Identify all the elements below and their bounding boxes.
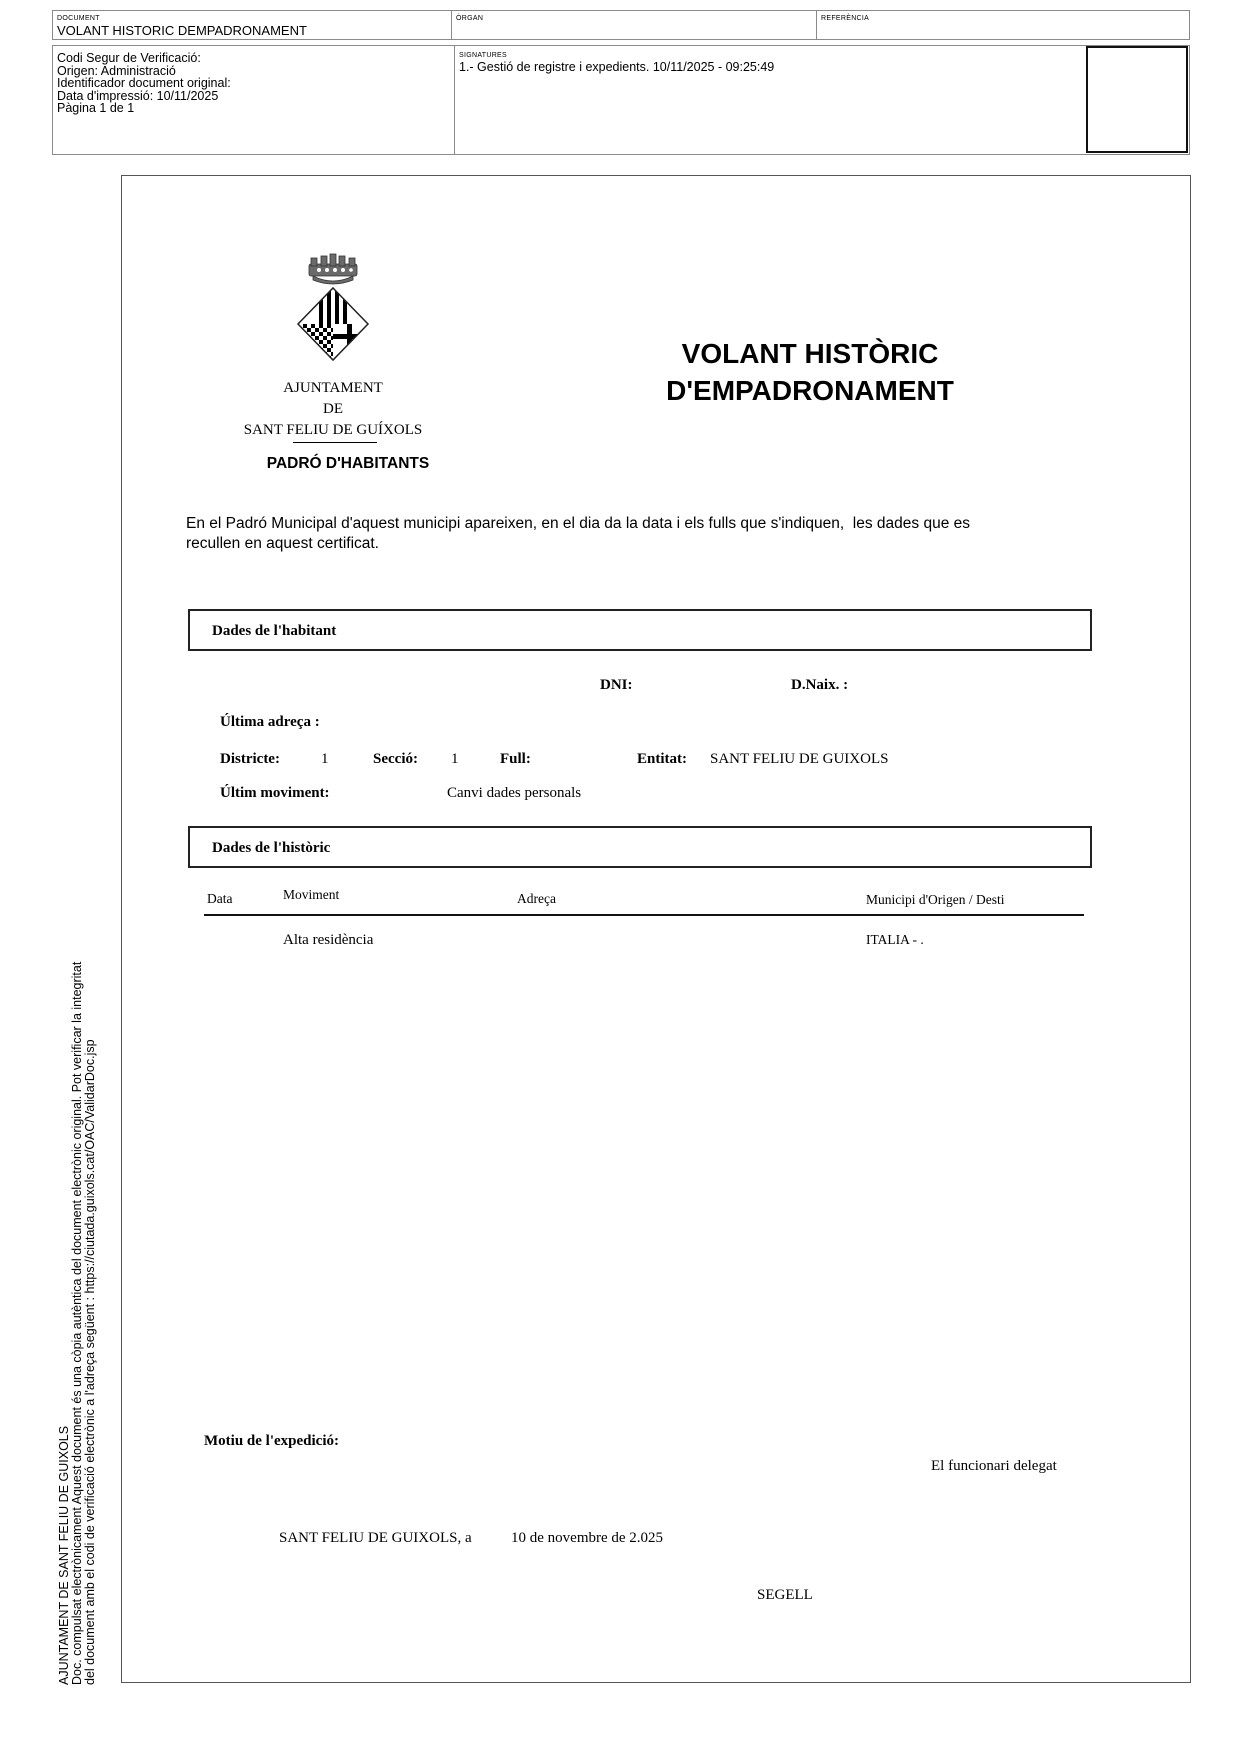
lloc-text: SANT FELIU DE GUIXOLS, a bbox=[279, 1530, 472, 1546]
qr-code-placeholder bbox=[1086, 46, 1188, 153]
funcionari-label: El funcionari delegat bbox=[931, 1458, 1057, 1474]
column-header-data: Data bbox=[207, 891, 233, 906]
organ-label: ÒRGAN bbox=[456, 15, 484, 22]
column-header-adreca: Adreça bbox=[517, 891, 556, 906]
department-name: PADRÓ D'HABITANTS bbox=[266, 455, 430, 472]
sidebar-line-3: del document amb el codi de verificació electrònic a l'adreça següent : https://ciutada.guixols.cat/OAC/ValidarDoc.jsp bbox=[83, 1039, 97, 1685]
column-header-moviment: Moviment bbox=[283, 887, 340, 902]
historic-section-title: Dades de l'històric bbox=[212, 840, 331, 856]
sidebar-line-1: AJUNTAMENT DE SANT FELIU DE GUIXOLS bbox=[57, 1425, 71, 1685]
meta-origen: Origen: Administració bbox=[57, 63, 176, 78]
sidebar-line-2: Doc. compulsat electrònicament Aquest document és una còpia autèntica del document electrònic original. Pot verificar la integritat bbox=[70, 961, 84, 1685]
segell-label: SEGELL bbox=[757, 1587, 813, 1603]
logo-line-1: AJUNTAMENT bbox=[283, 380, 383, 396]
meta-identificador: Identificador document original: bbox=[57, 76, 231, 90]
row-municipi: ITALIA - . bbox=[866, 932, 924, 947]
entitat-label: Entitat: bbox=[637, 751, 687, 767]
moviment-value: Canvi dades personals bbox=[447, 785, 582, 801]
document-label: DOCUMENT bbox=[57, 15, 100, 22]
signature-entry: 1.- Gestió de registre i expedients. 10/11/2025 - 09:25:49 bbox=[459, 60, 775, 74]
logo-underline bbox=[293, 442, 377, 443]
document-title-line-1: VOLANT HISTÒRIC bbox=[681, 338, 939, 369]
intro-line-1: En el Padró Municipal d'aquest municipi apareixen, en el dia da la data i els fulls que s'indiquen, les dades que es bbox=[186, 515, 970, 532]
meta-pagina: Pàgina 1 de 1 bbox=[57, 101, 135, 115]
dni-label: DNI: bbox=[600, 677, 633, 693]
column-header-municipi: Municipi d'Origen / Desti bbox=[866, 892, 1005, 907]
dnaix-label: D.Naix. : bbox=[791, 677, 849, 693]
seccio-label: Secció: bbox=[373, 751, 418, 767]
data-text: 10 de novembre de 2.025 bbox=[511, 1530, 664, 1546]
meta-csv: Codi Segur de Verificació: bbox=[57, 51, 201, 65]
document-value: VOLANT HISTORIC DEMPADRONAMENT bbox=[57, 23, 307, 38]
entitat-value: SANT FELIU DE GUIXOLS bbox=[710, 751, 889, 767]
referencia-label: REFERÈNCIA bbox=[821, 15, 870, 22]
header-signatures-cell bbox=[454, 45, 1190, 155]
table-header-rule bbox=[204, 914, 1084, 916]
meta-data-impressio: Data d'impressió: 10/11/2025 bbox=[57, 88, 219, 103]
full-label: Full: bbox=[500, 751, 531, 767]
motiu-label: Motiu de l'expedició: bbox=[204, 1433, 339, 1449]
header-meta-cell bbox=[52, 45, 455, 155]
row-moviment: Alta residència bbox=[283, 932, 374, 948]
header-referencia-cell bbox=[816, 10, 1190, 40]
historic-section-header bbox=[188, 826, 1092, 868]
signatures-label: SIGNATURES bbox=[459, 52, 507, 59]
coat-of-arms-icon bbox=[295, 252, 371, 362]
logo-line-2: DE bbox=[323, 401, 343, 417]
logo-line-3: SANT FELIU DE GUÍXOLS bbox=[243, 422, 423, 438]
adreca-label: Última adreça : bbox=[220, 714, 320, 730]
header-organ-cell bbox=[451, 10, 817, 40]
districte-label: Districte: bbox=[220, 751, 280, 767]
habitant-section-header bbox=[188, 609, 1092, 651]
moviment-label: Últim moviment: bbox=[220, 785, 330, 801]
habitant-section-title: Dades de l'habitant bbox=[212, 623, 337, 639]
header-document-cell bbox=[52, 10, 452, 40]
document-title-line-2: D'EMPADRONAMENT bbox=[666, 375, 954, 406]
seccio-value: 1 bbox=[451, 751, 459, 767]
districte-value: 1 bbox=[321, 751, 329, 767]
intro-line-2: recullen en aquest certificat. bbox=[186, 535, 379, 552]
